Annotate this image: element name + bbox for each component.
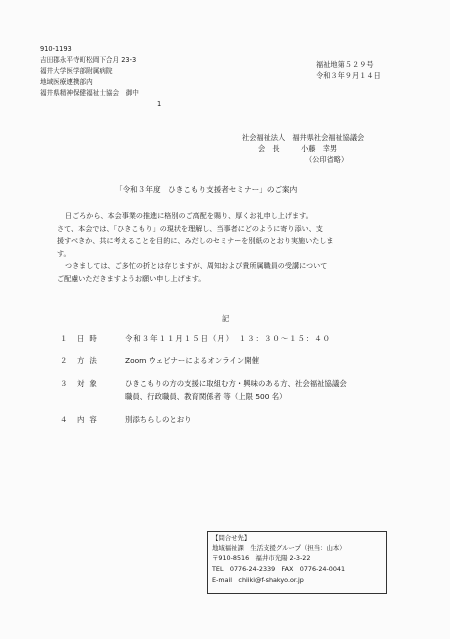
detail-label: 対象 [77,379,102,388]
body-paragraph: さて、本会では、「ひきこもり」の現状を理解し、当事者にどのように寄り添い、支 [57,223,323,233]
body-paragraph: ご配慮いただきますようお願い申し上げます。 [57,273,206,283]
detail-number: ２ [60,356,68,365]
body-paragraph: 日ごろから、本会事業の推進に格別のご高配を賜り、厚くお礼申し上げます。 [65,211,313,220]
detail-label: 内容 [77,415,102,424]
detail-number: ４ [60,415,68,424]
contact-line: 地域福祉課 生活支援グループ（担当：山本） [212,544,346,552]
contact-line: 〒910-8516 福井市光陽 2-3-22 [212,554,311,562]
recipient-mark: 1 [157,100,162,108]
body-paragraph: 援すべきか、共に考えることを目的に、みだしのセミナーを別紙のとおり実施いたしま [57,236,334,245]
detail-value: ひきこもりの方の支援に取組む方・興味のある方、社会福祉協議会 [125,379,347,388]
contact-box [207,531,387,594]
body-paragraph: つきましては、ご多忙の折とは存じますが、周知および貴所属職員の受講について [65,261,328,270]
recipient-postal-code: 910-1193 [40,45,72,53]
recipient-line: 吉田郡永平寺町松岡下合月 23-3 [40,56,137,64]
detail-label: 方法 [77,356,102,365]
letter-body [57,210,417,285]
document-number: 福祉地第５２９号 [316,60,374,69]
sender-title-name: 会 長 小藤 幸男 [258,144,338,153]
detail-value: Zoom ウェビナーによるオンライン開催 [125,356,259,365]
seal-note: （公印省略） [305,155,349,164]
detail-number: ３ [60,379,68,388]
recipient-line: 福井大学医学部附属病院 [40,67,113,75]
detail-value: 別添ちらしのとおり [125,415,192,424]
subject-title: 「令和３年度 ひきこもり支援者セミナー」のご案内 [115,185,298,194]
contact-heading: 【問合せ先】 [212,534,251,542]
body-paragraph: す。 [57,248,71,258]
recipient-line: 地域医療連携部内 [40,78,93,86]
detail-value: 令和３年１１月１５日（月） １３：３０～１５：４０ [125,334,332,343]
detail-label: 日時 [77,334,102,343]
sender-organization: 社会福祉法人 福井県社会福祉協議会 [242,133,365,142]
detail-number: １ [60,334,68,343]
recipient-line: 福井県精神保健福祉士協会 御中 [40,89,139,97]
detail-value-continued: 職員、行政職員、教育関係者 等（上限 500 名） [125,392,287,401]
document-date: 令和３年９月１４日 [316,71,381,80]
contact-email: E-mail chiiki@f-shakyo.or.jp [212,576,304,584]
ki-heading: 記 [222,314,230,323]
contact-phone-fax: TEL 0776-24-2339 FAX 0776-24-0041 [212,565,346,573]
